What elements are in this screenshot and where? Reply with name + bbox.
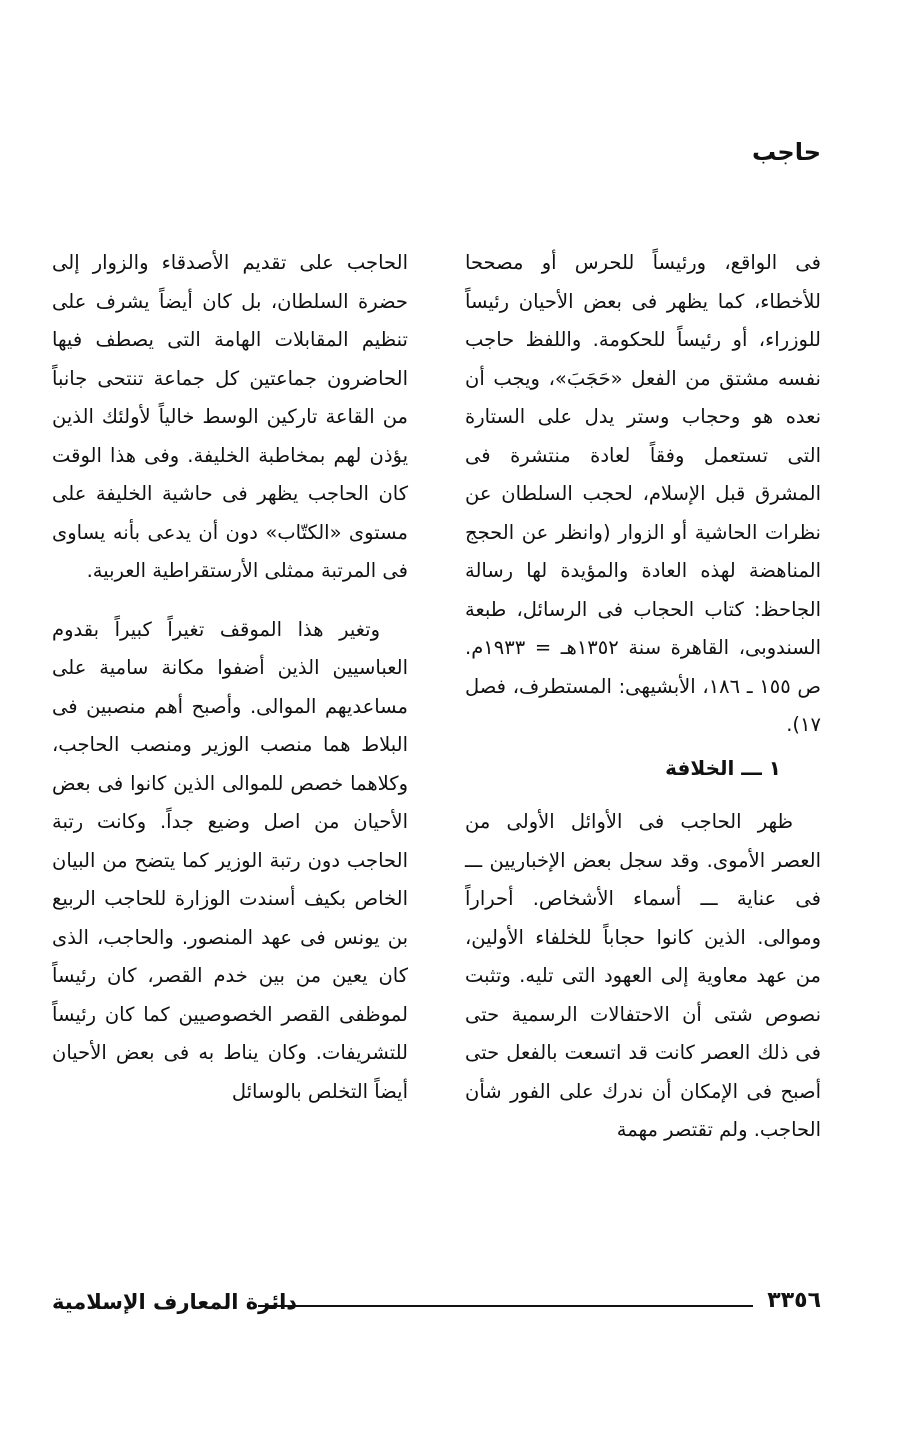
footer-page-number: ٣٣٥٦ <box>767 1288 821 1313</box>
footer-rule <box>258 1305 753 1307</box>
left-column-paragraph-1: الحاجب على تقديم الأصدقاء والزوار إلى حضرة السلطان، بل كان أيضاً يشرف على تنظيم المقابلات الهامة التى يصطف فيها الحاضرون جماعتين كل جماعة تنتحى جانباً من القاعة تاركين الوسط خالياً لأولئك الذين يؤذن لهم بمخاطبة الخليفة. وفى هذا الوقت كان الحاجب يظهر فى حاشية الخليفة على مستوى «الكتّاب» دون أن يدعى بأنه يساوى فى المرتبة ممثلى الأرستقراطية العربية. <box>52 251 408 582</box>
right-column <box>465 244 821 1150</box>
page-header-title: حاجب <box>751 138 821 166</box>
footer-journal-title: دائرة المعارف الإسلامية <box>52 1290 298 1314</box>
right-column-paragraph-2: ظهر الحاجب فى الأوائل الأولى من العصر الأموى. وقد سجل بعض الإخباريين ـــ فى عناية ـــ أسماء الأشخاص. أحراراً وموالى. الذين كانوا حجاباً للخلفاء الأولين، من عهد معاوية إلى العهود التى تليه. وتثبت نصوص شتى أن الاحتفالات الرسمية حتى فى ذلك العصر كانت قد اتسعت بالفعل حتى أصبح فى الإمكان أن ندرك على الفور شأن الحاجب. ولم تقتصر مهمة <box>465 810 821 1141</box>
right-column-paragraph-1: فى الواقع، ورئيساً للحرس أو مصححا للأخطاء، كما يظهر فى بعض الأحيان رئيساً للوزراء، أو رئيساً للحكومة. واللفظ حاجب نفسه مشتق من الفعل «حَجَبَ»، ويجب أن نعده هو وحجاب وستر يدل على الستارة التى تستعمل وفقاً لعادة منتشرة فى المشرق قبل الإسلام، لحجب السلطان عن نظرات الحاشية أو الزوار (وانظر عن الحجج المناهضة لهذه العادة والمؤيدة لها رسالة الجاحظ: كتاب الحجاب فى الرسائل، طبعة السندوبى، القاهرة سنة ١٣٥٢هـ = ١٩٣٣م. ص ١٥٥ ـ ١٨٦، الأبشيهى: المستطرف، فصل ١٧). <box>465 251 822 736</box>
left-column <box>52 244 408 1111</box>
left-column-paragraph-2: وتغير هذا الموقف تغيراً كبيراً بقدوم العباسيين الذين أضفوا مكانة سامية على مساعديهم الموالى. وأصبح أهم منصبين فى البلاط هما منصب الوزير ومنصب الحاجب، وكلاهما خصص للموالى الذين كانوا فى بعض الأحيان من اصل وضيع جداً. وكانت رتبة الحاجب دون رتبة الوزير كما يتضح من البيان الخاص بكيف أسندت الوزارة للحاجب الربيع بن يونس فى عهد المنصور. والحاجب، الذى كان يعين من بين خدم القصر، كان رئيساً لموظفى القصر الخصوصيين كما كان رئيساً للتشريفات. وكان يناط به فى بعض الأحيان أيضاً التخلص بالوسائل <box>52 617 408 1103</box>
section-heading-caliphate: ١ ـــ الخلافة <box>665 755 781 780</box>
page-footer <box>52 1290 821 1322</box>
